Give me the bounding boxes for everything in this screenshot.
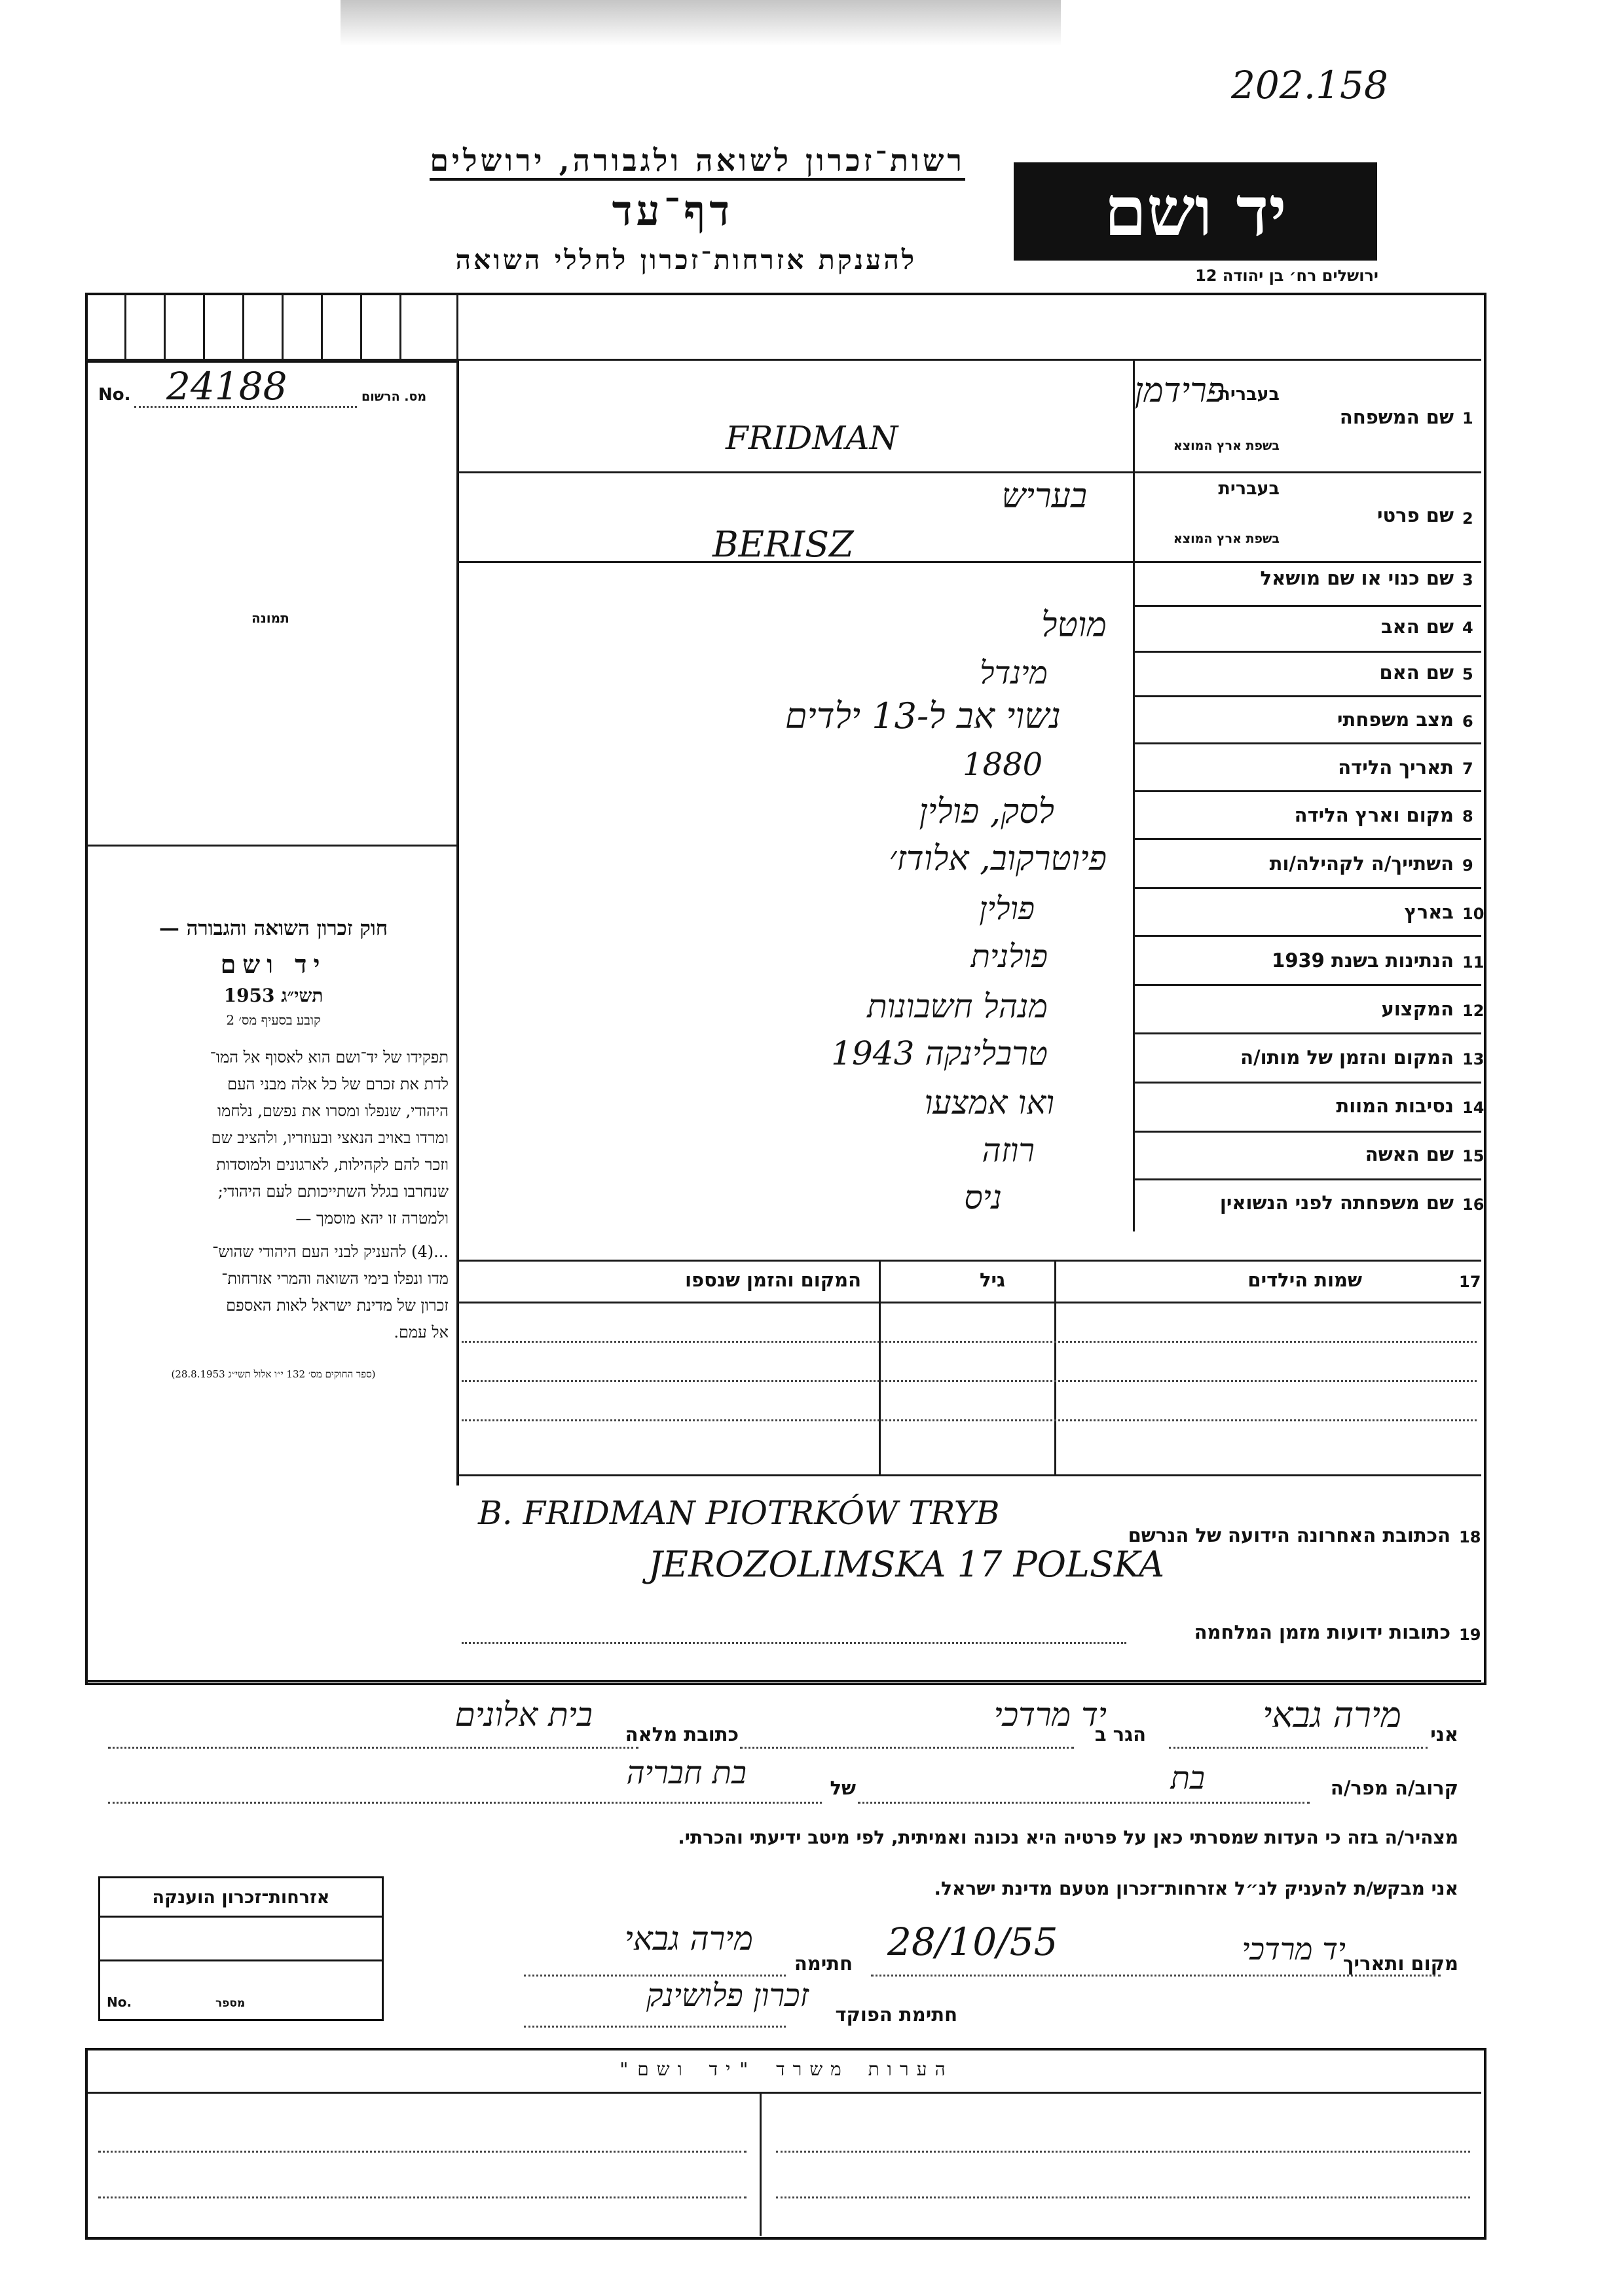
field-value: פיוטרקוב, אלודז׳ bbox=[889, 839, 1107, 879]
law-title: חוק זכרון השואה והגבורה — bbox=[158, 917, 388, 940]
signature: מירה גבאי bbox=[624, 1920, 753, 1958]
office-notes-title: הערות משרד "יד ושם" bbox=[618, 2058, 953, 2080]
archive-number: 202.158 bbox=[1231, 63, 1388, 107]
yad-vashem-logo bbox=[1014, 162, 1377, 261]
logo-text: יד ושם bbox=[1104, 171, 1287, 251]
field-value: נשוי אב ל-13 ילדים bbox=[784, 695, 1061, 737]
form-subtitle: להענקת אזרחות־זכרון לחללי השואה bbox=[455, 244, 917, 276]
relation-of-value: בת חבריה bbox=[626, 1755, 747, 1791]
law-text-line: וזכר להם לקהילות, לארגונים ולמוסדות bbox=[216, 1156, 449, 1174]
field-value: פולין bbox=[979, 890, 1035, 927]
address-line-1: B. FRIDMAN PIOTRKÓW TRYB bbox=[478, 1494, 1000, 1532]
field-value: לסק, פולין bbox=[919, 792, 1054, 831]
law-text-line: ומרדו באויב הנאצי ובעוזריו, ולהציב שם bbox=[211, 1129, 449, 1147]
office-notes-box bbox=[85, 2048, 1486, 2240]
date-value: 28/10/55 bbox=[887, 1920, 1058, 1964]
registration-number: 24188 bbox=[166, 364, 287, 409]
address-line-2: JEROZOLIMSKA 17 POLSKA bbox=[648, 1544, 1165, 1585]
field-value: ניס bbox=[964, 1178, 1002, 1216]
field-value: 1880 bbox=[963, 746, 1043, 783]
citizenship-no-label: No. bbox=[107, 1994, 132, 2010]
citizenship-box-title: אזרחות־זכרון הוענקה bbox=[100, 1878, 382, 1918]
law-text-line: תפקידו של יד־ושם הוא לאסוף אל המו־ bbox=[210, 1048, 449, 1066]
law-text-line: ולמטרה זו יהא מוסמך — bbox=[295, 1209, 449, 1228]
declarant-name: מירה גבאי bbox=[1263, 1694, 1401, 1736]
children-col-place: המקום והזמן שנספו bbox=[685, 1269, 861, 1291]
logo-address: ירושלים רח׳ בן יהודה 12 bbox=[1195, 266, 1378, 285]
law-year: תשי״ג 1953 bbox=[223, 985, 323, 1006]
law-text-line: לדת את זכרם של כל אלה מבני העם bbox=[227, 1075, 449, 1093]
officer-signature: זכרון פלושינק bbox=[646, 1977, 809, 2014]
field-value: טרבלינקה 1943 bbox=[831, 1034, 1048, 1072]
law-name: יד ושם bbox=[220, 949, 327, 979]
children-col-names: שמות הילדים bbox=[1247, 1269, 1362, 1291]
field-value: ואו אמצעו bbox=[924, 1084, 1054, 1121]
relation-value: בת bbox=[1170, 1760, 1205, 1796]
field-value: בעריש bbox=[1001, 477, 1087, 516]
law-text-line: ...(4) להעניק לבני העם היהודי שהוש־ bbox=[212, 1243, 449, 1261]
law-text-line: אל עמם. bbox=[394, 1323, 449, 1341]
law-text-line: מדו ונפלו בימי השואה והמרי אזרחות־ bbox=[221, 1269, 449, 1288]
law-source: (ספר החוקים מס׳ 132 י״ו אלול תשי״ג 28.8.1953) bbox=[171, 1368, 376, 1380]
registration-no-label: No. bbox=[98, 385, 131, 405]
field-value: מוטל bbox=[1041, 606, 1107, 645]
law-text-line: היהודי, שנפלו ומסרו את נפשם, נלחמו bbox=[217, 1102, 449, 1120]
registration-label: מס. הרשום bbox=[361, 390, 427, 404]
field-value: רוזה bbox=[982, 1131, 1035, 1169]
declarant-full-address: בית אלונים bbox=[454, 1696, 593, 1734]
declaration-statement: מצהיר/ה בזה כי העדות שמסרתי כאן על פרטיה היא נכונה ואמיתית, לפי מיטב ידיעתי והכרתי. bbox=[678, 1827, 1458, 1848]
citizenship-number-label: מספר bbox=[215, 1997, 246, 2010]
scan-smudge bbox=[341, 0, 1061, 46]
request-statement: אני מבקש/ת להעניק לנ״ל אזרחות־זכרון מטעם מדינת ישראל. bbox=[934, 1878, 1458, 1899]
law-text-line: שנחרבו בגלל השתייכותם לעם היהודי; bbox=[217, 1182, 449, 1201]
field-value-latin: BERISZ bbox=[712, 524, 854, 565]
declarant-residence: יד מרדכי bbox=[993, 1696, 1107, 1734]
children-col-age: גיל bbox=[979, 1269, 1005, 1291]
law-text-line: זכרון של מדינת ישראל לאות האספם bbox=[226, 1296, 449, 1315]
field-value: מינדל bbox=[980, 655, 1048, 691]
law-box bbox=[98, 917, 449, 1381]
field-value: מנהל חשבונות bbox=[867, 987, 1048, 1025]
authority-title: רשות־זכרון לשואה ולגבורה, ירושלים bbox=[430, 143, 965, 181]
law-clause: קובע בסעיף מס׳ 2 bbox=[226, 1012, 321, 1028]
form-title: דף־עד bbox=[612, 187, 733, 236]
field-value: פולנית bbox=[970, 938, 1048, 975]
field-value-latin: FRIDMAN bbox=[726, 419, 898, 457]
photo-label: תמונה bbox=[251, 610, 289, 626]
place-value: יד מרדכי bbox=[1242, 1931, 1346, 1967]
field-value: פרידמן bbox=[1134, 371, 1225, 410]
citizenship-box bbox=[98, 1876, 384, 2021]
